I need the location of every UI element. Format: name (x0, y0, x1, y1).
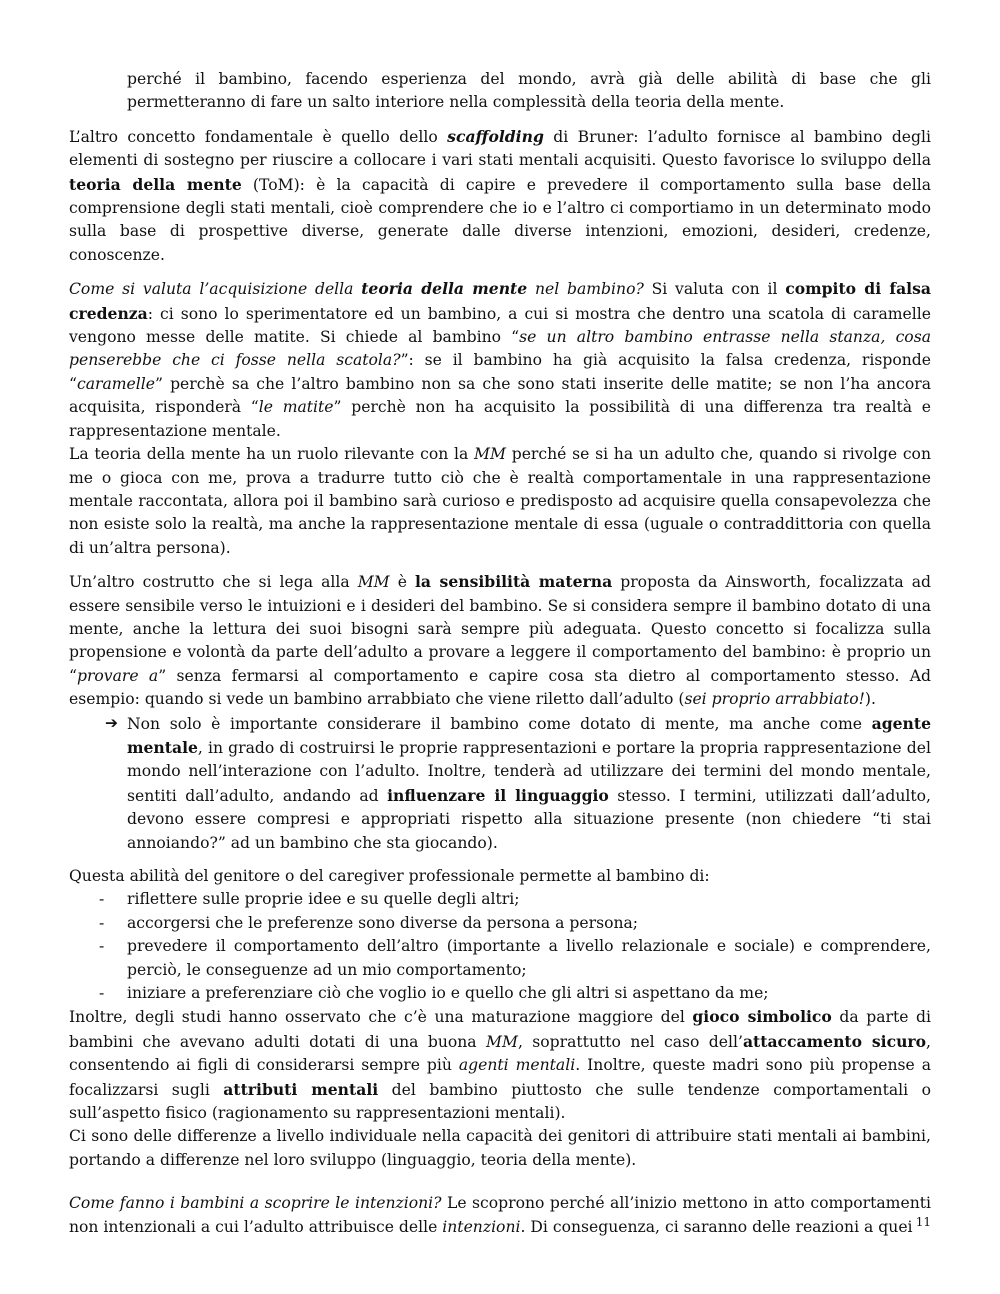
list-item: - iniziare a preferenziare ciò che voglio io e quello che gli altri si aspettano da me; (69, 982, 931, 1005)
paragraph-falsa-credenza: Come si valuta l’acquisizione della teoria della mente nel bambino? Si valuta con il compito di falsa credenza: ci sono lo sperimentatore ed un bambino, a cui si mostra che dentro una scatola di caramelle vengono messe delle matite. Si chiede al bambino “se un altro bambino entrasse nella stanza, cosa penserebbe che ci fosse nella scatola?”: se il bambino ha già acquisito la falsa credenza, risponde “caramelle” perchè sa che l’altro bambino non sa che sono stati inserite delle matite; se non l’ha ancora acquisita, risponderà “le matite” perchè non ha acquisito la possibilità di una differenza tra realtà e rappresentazione mentale. (69, 279, 932, 440)
list-item: - accorgersi che le preferenze sono diverse da persona a persona; (69, 912, 931, 935)
paragraph-sensibilita-materna: Un’altro costrutto che si lega alla MM è la sensibilità materna proposta da Ainsworth, focalizzata ad essere sensibile verso le intuizioni e i desideri del bambino. Se si considera sempre il bambino dotato di una mente, anche la lettura dei suoi bisogni sarà sempre più adeguata. Questo concetto si focalizza sulla propensione e volontà da parte dell’adulto a provare a leggere il comportamento del bambino: è proprio un “provare a” senza fermarsi al comportamento e capire cosa sta dietro al comportamento stesso. Ad esempio: quando si vede un bambino arrabbiato che viene riletto dall’adulto (sei proprio arrabbiato!). (69, 572, 931, 709)
list-item: - riflettere sulle proprie idee e su quelle degli altri; (69, 888, 931, 911)
term-scaffolding: scaffolding (447, 126, 544, 146)
paragraph-abilita-genitore: Questa abilità del genitore o del caregiver professionale permette al bambino di: (69, 867, 710, 885)
dash-list (69, 888, 931, 1005)
dash-bullet: - (99, 913, 105, 932)
term-compito-falsa-credenza: compito di falsa credenza (69, 279, 931, 323)
paragraph-differenze-individuali: Ci sono delle differenze a livello individuale nella capacità dei genitori di attribuire stati mentali ai bambini, portando a differenze nel loro sviluppo (linguaggio, teoria della mente). (69, 1127, 931, 1169)
paragraph-scaffolding: L’altro concetto fondamentale è quello dello scaffolding di Bruner: l’adulto fornisce al bambino degli elementi di sostegno per riuscire a collocare i vari stati mentali acquisiti. Questo favorisce lo sviluppo della teoria della mente (ToM): è la capacità di capire e prevedere il comportamento sulla base della comprensione degli stati mentali, cioè comprendere che io e l’altro ci comportiamo in un determinato modo sulla base di prospettive diverse, generate dalle diverse intenzioni, emozioni, desideri, credenze, conoscenze. (69, 126, 931, 264)
paragraph-intenzioni: Come fanno i bambini a scoprire le intenzioni? Le scoprono perché all’inizio mettono in atto comportamenti non intenzionali a cui l’adulto attribuisce delle intenzioni. Di conseguenza, ci saranno delle reazioni a quei (69, 1194, 931, 1236)
page-number: 11 (915, 1215, 931, 1229)
term-sensibilita-materna: la sensibilità materna (415, 572, 613, 592)
paragraph-gioco-simbolico: Inoltre, degli studi hanno osservato che c’è una maturazione maggiore del gioco simbolico da parte di bambini che avevano adulti dotati di una buona MM, soprattutto nel caso dell’attaccamento sicuro, consentendo ai figli di considerarsi sempre più agenti mentali. Inoltre, queste madri sono più propense a focalizzarsi sugli attributi mentali del bambino piuttosto che sulle tendenze comportamentali o sull’aspetto fisico (ragionamento su rappresentazioni mentali). (69, 1007, 932, 1123)
term-gioco-simbolico: gioco simbolico (692, 1007, 832, 1027)
dash-bullet: - (99, 984, 105, 1003)
term-influenzare-linguaggio: influenzare il linguaggio (387, 785, 609, 805)
term-attributi-mentali: attributi mentali (223, 1079, 379, 1099)
term-teoria-della-mente: teoria della mente (69, 174, 242, 194)
term-attaccamento-sicuro: attaccamento sicuro (742, 1031, 927, 1051)
dash-bullet: - (99, 890, 105, 909)
document-page (69, 68, 931, 1239)
term-agente-mentale: agente mentale (127, 713, 931, 757)
paragraph-teoria-mm: La teoria della mente ha un ruolo rilevante con la MM perché se si ha un adulto che, quando si rivolge con me o gioca con me, prova a tradurre tutto ciò che è realtà comportamentale in una rappresentazione mentale raccontata, allora poi il bambino sarà curioso e predisposto ad acquisire quella consapevolezza che non esiste solo la realtà, ma anche la rappresentazione mentale di essa (uguale o contraddittoria con quella di un’altra persona). (69, 445, 931, 557)
arrow-right-icon: ➔ (105, 713, 119, 732)
paragraph-continuation: perché il bambino, facendo esperienza del mondo, avrà già delle abilità di base che gli permetteranno di fare un salto interiore nella complessità della teoria della mente. (127, 70, 931, 112)
arrow-list-item: ➔ Non solo è importante considerare il bambino come dotato di mente, ma anche come agente mentale, in grado di costruirsi le proprie rappresentazioni e portare la propria rappresentazione del mondo nell’interazione con l’adulto. Inoltre, tenderà ad utilizzare dei termini del mondo mentale, sentiti dall’adulto, andando ad influenzare il linguaggio stesso. I termini, utilizzati dall’adulto, devono essere compresi e appropriati rispetto alla situazione presente (non chiedere “ti stai annoiando?” ad un bambino che sta giocando). (105, 713, 931, 852)
dash-bullet: - (99, 937, 105, 956)
list-item: - prevedere il comportamento dell’altro (importante a livello relazionale e sociale) e comprendere, perciò, le conseguenze ad un mio comportamento; (99, 937, 931, 979)
